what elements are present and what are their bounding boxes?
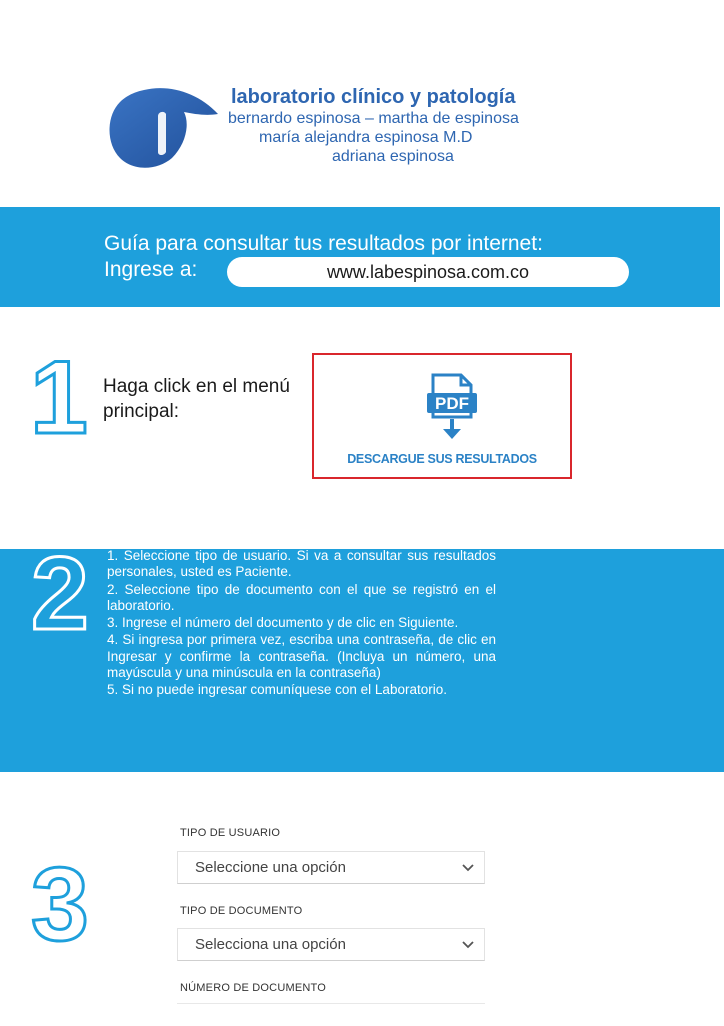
- document-number-label: NÚMERO DE DOCUMENTO: [180, 982, 326, 994]
- user-type-value: Seleccione una opción: [195, 859, 346, 876]
- lab-name-line: bernardo espinosa – martha de espinosa: [228, 110, 519, 127]
- document-number-input[interactable]: [177, 1003, 485, 1026]
- step-1-text: Haga click en el menú principal:: [103, 376, 290, 422]
- instruction-item: 1. Seleccione tipo de usuario. Si va a consultar sus resultados personales, usted es Paciente.: [107, 548, 496, 580]
- download-results-button[interactable]: [312, 353, 572, 479]
- instruction-item: 2. Seleccione tipo de documento con el que se registró en el laboratorio.: [107, 581, 496, 613]
- pdf-icon-text: PDF: [435, 394, 469, 413]
- document-type-label: TIPO DE DOCUMENTO: [180, 905, 303, 917]
- download-results-label: DESCARGUE SUS RESULTADOS: [347, 452, 537, 466]
- instruction-item: 5. Si no puede ingresar comuníquese con el Laboratorio.: [107, 682, 447, 698]
- guide-heading: Guía para consultar tus resultados por internet:: [104, 232, 543, 255]
- chevron-down-icon: [462, 864, 474, 872]
- instruction-item: 3. Ingrese el número del documento y de clic en Siguiente.: [107, 615, 459, 631]
- pdf-download-icon: [427, 373, 477, 443]
- document-type-select[interactable]: [177, 928, 485, 961]
- lab-logo-icon: [106, 86, 218, 168]
- user-type-select[interactable]: [177, 851, 485, 884]
- lab-title: laboratorio clínico y patología: [231, 86, 516, 108]
- ingrese-label: Ingrese a:: [104, 258, 198, 281]
- step-3-number: 3: [31, 847, 89, 963]
- instructions-list: [107, 548, 496, 700]
- document-type-value: Selecciona una opción: [195, 936, 346, 953]
- lab-name-line: adriana espinosa: [332, 148, 454, 165]
- website-url[interactable]: [227, 257, 629, 287]
- website-url-text: www.labespinosa.com.co: [326, 261, 530, 282]
- lab-name-line: maría alejandra espinosa M.D: [259, 129, 473, 146]
- user-type-label: TIPO DE USUARIO: [180, 827, 281, 839]
- step-2-number: 2: [31, 536, 89, 652]
- chevron-down-icon: [462, 941, 474, 949]
- instruction-item: 4. Si ingresa por primera vez, escriba una contraseña, de clic en Ingresar y confirme la contraseña. (Incluya un número, una mayúscula y una minúscula en la contraseña): [107, 632, 496, 681]
- step-1-number: 1: [30, 340, 88, 456]
